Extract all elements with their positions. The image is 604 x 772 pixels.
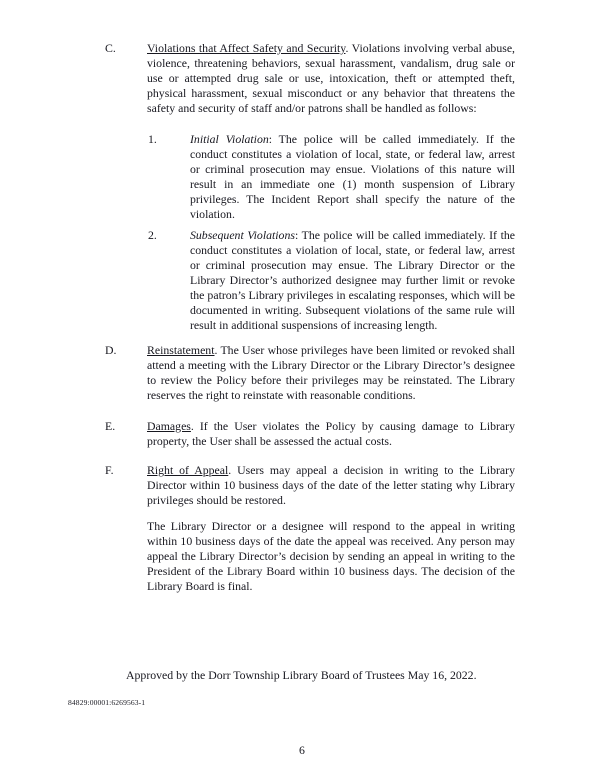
section-f-continuation-paragraph: The Library Director or a designee will respond to the appeal in writing within 10 business days of the date the appeal was received. Any person may appeal the Library Director’s decision by sending an appeal in writing to the President of the Library Board within 10 business days. The decision of the Library Board is final.	[147, 519, 515, 593]
page-number: 6	[299, 743, 305, 757]
section-heading: Right of Appeal	[147, 463, 229, 477]
section-text: . If the User violates the Policy by causing damage to Library property, the User shall be assessed the actual costs.	[147, 419, 515, 448]
section-text: . Users may appeal a decision in writing to the Library Director within 10 business days of the date of the letter stating why Library privileges should be restored.	[147, 463, 515, 507]
section-heading: Reinstatement	[147, 343, 215, 357]
section-letter: D.	[105, 343, 117, 357]
list-item-subsequent-violations	[148, 228, 604, 333]
list-item-number: 2.	[148, 228, 157, 242]
list-item-text: : The police will be called immediately. If the conduct constitutes a violation of local, state, or federal law, arrest or criminal prosecution may ensue. The Library Director or the Library Director’s authorized designee may further limit or revoke the patron’s Library privileges in escalating responses, which will be documented in writing. Subsequent violations of the same rule will result in additional suspensions of increasing length.	[190, 228, 515, 332]
list-item-lead: Subsequent Violations	[190, 228, 295, 242]
section-paragraph	[147, 41, 515, 116]
list-item-number: 1.	[148, 132, 157, 146]
section-heading: Damages	[147, 419, 191, 433]
section-d	[105, 343, 604, 403]
section-paragraph	[147, 419, 515, 449]
section-letter: E.	[105, 419, 116, 433]
list-item-paragraph	[190, 132, 515, 222]
section-letter: C.	[105, 41, 116, 55]
section-paragraph	[147, 463, 515, 508]
list-item-text: : The police will be called immediately. If the conduct constitutes a violation of local, state, or federal law, arrest or criminal prosecution may ensue. Violations of this nature will result in an immediate one (1) month suspension of Library privileges. The Incident Report shall specify the nature of the violation.	[190, 132, 516, 221]
section-paragraph	[147, 343, 515, 403]
section-text: . Violations involving verbal abuse, violence, threatening behaviors, sexual harassment, vandalism, drug sale or use or attempted drug sale or use, intoxication, theft or attempted theft, physical harassment, sexual misconduct or any behavior that threatens the safety and security of staff and/or patrons shall be handled as follows:	[147, 41, 516, 115]
approval-line: Approved by the Dorr Township Library Board of Trustees May 16, 2022.	[126, 668, 477, 682]
list-item-lead: Initial Violation	[190, 132, 269, 146]
list-item-initial-violation	[148, 132, 604, 222]
document-id: 84829:00001:6269563-1	[68, 698, 146, 707]
section-e	[105, 419, 604, 449]
section-c	[105, 41, 604, 116]
section-heading: Violations that Affect Safety and Security	[147, 41, 346, 55]
section-letter: F.	[105, 463, 114, 477]
section-text: . The User whose privileges have been limited or revoked shall attend a meeting with the Library Director or the Library Director’s designee to review the Policy before their privileges may be reinstated. The Library reserves the right to reinstate with reasonable conditions.	[147, 343, 515, 402]
list-item-paragraph	[190, 228, 515, 333]
section-f	[105, 463, 604, 508]
